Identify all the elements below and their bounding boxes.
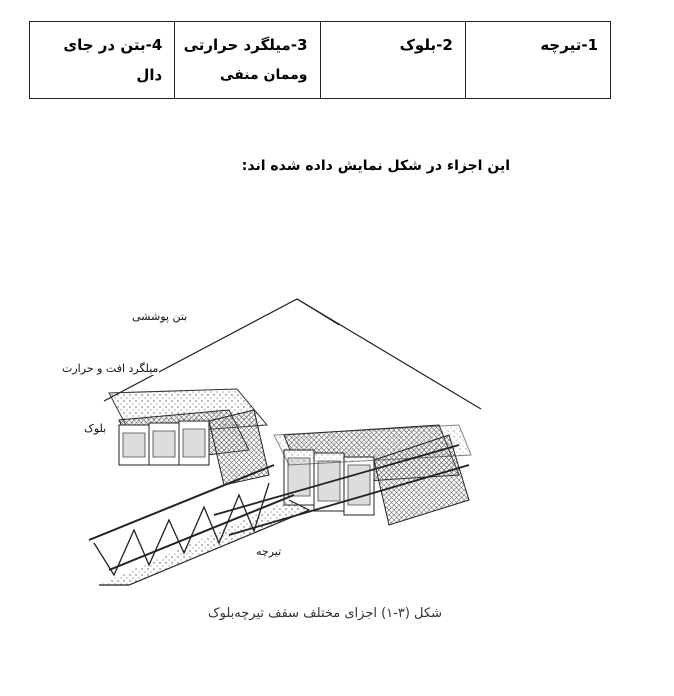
cell-concrete-text: 4-بتن در جای دال [63,36,163,84]
cell-joist-text: 1-تیرچه [540,36,598,54]
cell-rebar-text-line2: وممان منفی [220,67,308,83]
components-table [29,21,611,99]
left-blocks [119,410,269,485]
cell-concrete [30,22,175,99]
label-joist: تیرچه [256,545,282,558]
cell-rebar [175,22,320,99]
cell-rebar-text: 3-میلگرد حرارتی [183,36,308,54]
label-temperature-rebar: میلگرد افت و حرارت [62,362,159,375]
cell-joist [465,22,610,99]
figure-caption: شکل (۳-۱) اجزای مختلف سقف تیرچه‌بلوک [208,606,442,621]
label-block: بلوک [84,422,107,435]
intro-text: این اجزاء در شکل نمایش داده شده اند: [241,158,510,174]
label-topping-concrete: بتن پوششی [132,310,188,323]
joist-block-slab-figure [39,285,485,645]
cell-block-text: 2-بلوک [399,36,453,54]
cell-block [320,22,465,99]
slab-illustration [39,285,485,645]
